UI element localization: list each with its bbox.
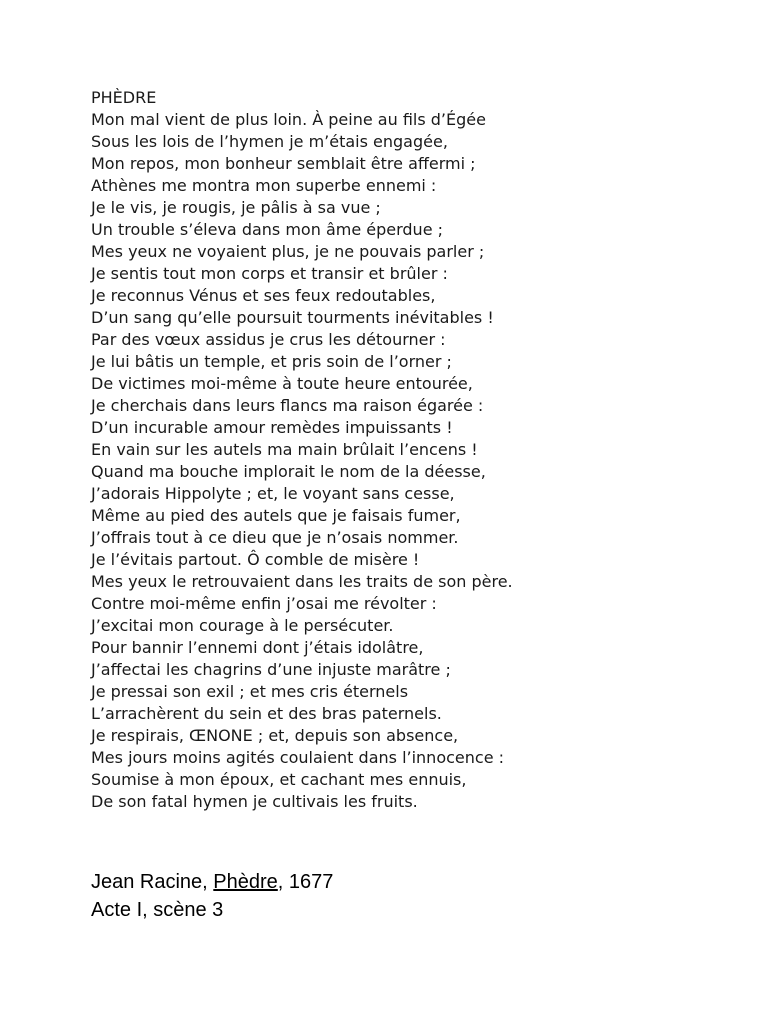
verse-line: Par des vœux assidus je crus les détourner : xyxy=(91,330,446,349)
verse-line: Je lui bâtis un temple, et pris soin de l’orner ; xyxy=(91,352,452,371)
citation-title: Phèdre xyxy=(213,871,278,893)
verse-line: Je pressai son exil ; et mes cris éternels xyxy=(91,682,409,701)
verse-line: Je cherchais dans leurs flancs ma raison égarée : xyxy=(91,396,484,415)
verse-line: Je reconnus Vénus et ses feux redoutables, xyxy=(91,286,436,305)
verse-line: Je le vis, je rougis, je pâlis à sa vue ; xyxy=(91,198,381,217)
verse-line: J’adorais Hippolyte ; et, le voyant sans cesse, xyxy=(91,484,455,503)
citation-source xyxy=(91,868,333,896)
verse-line: Je sentis tout mon corps et transir et brûler : xyxy=(91,264,448,283)
verse-line: En vain sur les autels ma main brûlait l’encens ! xyxy=(91,440,478,459)
verse-line: J’excitai mon courage à le persécuter. xyxy=(91,616,394,635)
verse-line: Mon repos, mon bonheur semblait être affermi ; xyxy=(91,154,476,173)
verse-line: De victimes moi-même à toute heure entourée, xyxy=(91,374,473,393)
citation-act-scene: Acte I, scène 3 xyxy=(91,899,224,921)
verse-line: Je l’évitais partout. Ô comble de misère ! xyxy=(91,550,420,569)
citation-block xyxy=(91,868,333,924)
verse-line: Athènes me montra mon superbe ennemi : xyxy=(91,176,437,195)
verse-line: Mes jours moins agités coulaient dans l’innocence : xyxy=(91,748,505,767)
verse-line: J’affectai les chagrins d’une injuste marâtre ; xyxy=(91,660,451,679)
verse-line: Un trouble s’éleva dans mon âme éperdue ; xyxy=(91,220,444,239)
citation-year: , 1677 xyxy=(277,871,334,893)
verse-line: Sous les lois de l’hymen je m’étais engagée, xyxy=(91,132,448,151)
poem-excerpt xyxy=(91,87,731,813)
verse-line: J’offrais tout à ce dieu que je n’osais nommer. xyxy=(91,528,459,547)
verse-line: L’arrachèrent du sein et des bras paternels. xyxy=(91,704,442,723)
verse-line: Mes yeux ne voyaient plus, je ne pouvais parler ; xyxy=(91,242,485,261)
verse-line: Soumise à mon époux, et cachant mes ennuis, xyxy=(91,770,467,789)
verse-line: Contre moi-même enfin j’osai me révolter : xyxy=(91,594,437,613)
verse-line: Pour bannir l’ennemi dont j’étais idolâtre, xyxy=(91,638,424,657)
verse-line: D’un sang qu’elle poursuit tourments inévitables ! xyxy=(91,308,494,327)
verse-line: De son fatal hymen je cultivais les fruits. xyxy=(91,792,418,811)
speaker-name: PHÈDRE xyxy=(91,88,157,107)
verse-line: Mes yeux le retrouvaient dans les traits de son père. xyxy=(91,572,513,591)
verse-line: Même au pied des autels que je faisais fumer, xyxy=(91,506,461,525)
citation-author: Jean Racine, xyxy=(91,871,214,893)
verse-line: Quand ma bouche implorait le nom de la déesse, xyxy=(91,462,486,481)
verse-line: D’un incurable amour remèdes impuissants ! xyxy=(91,418,453,437)
verse-line: Mon mal vient de plus loin. À peine au fils d’Égée xyxy=(91,110,486,129)
verse-line: Je respirais, ŒNONE ; et, depuis son absence, xyxy=(91,726,459,745)
